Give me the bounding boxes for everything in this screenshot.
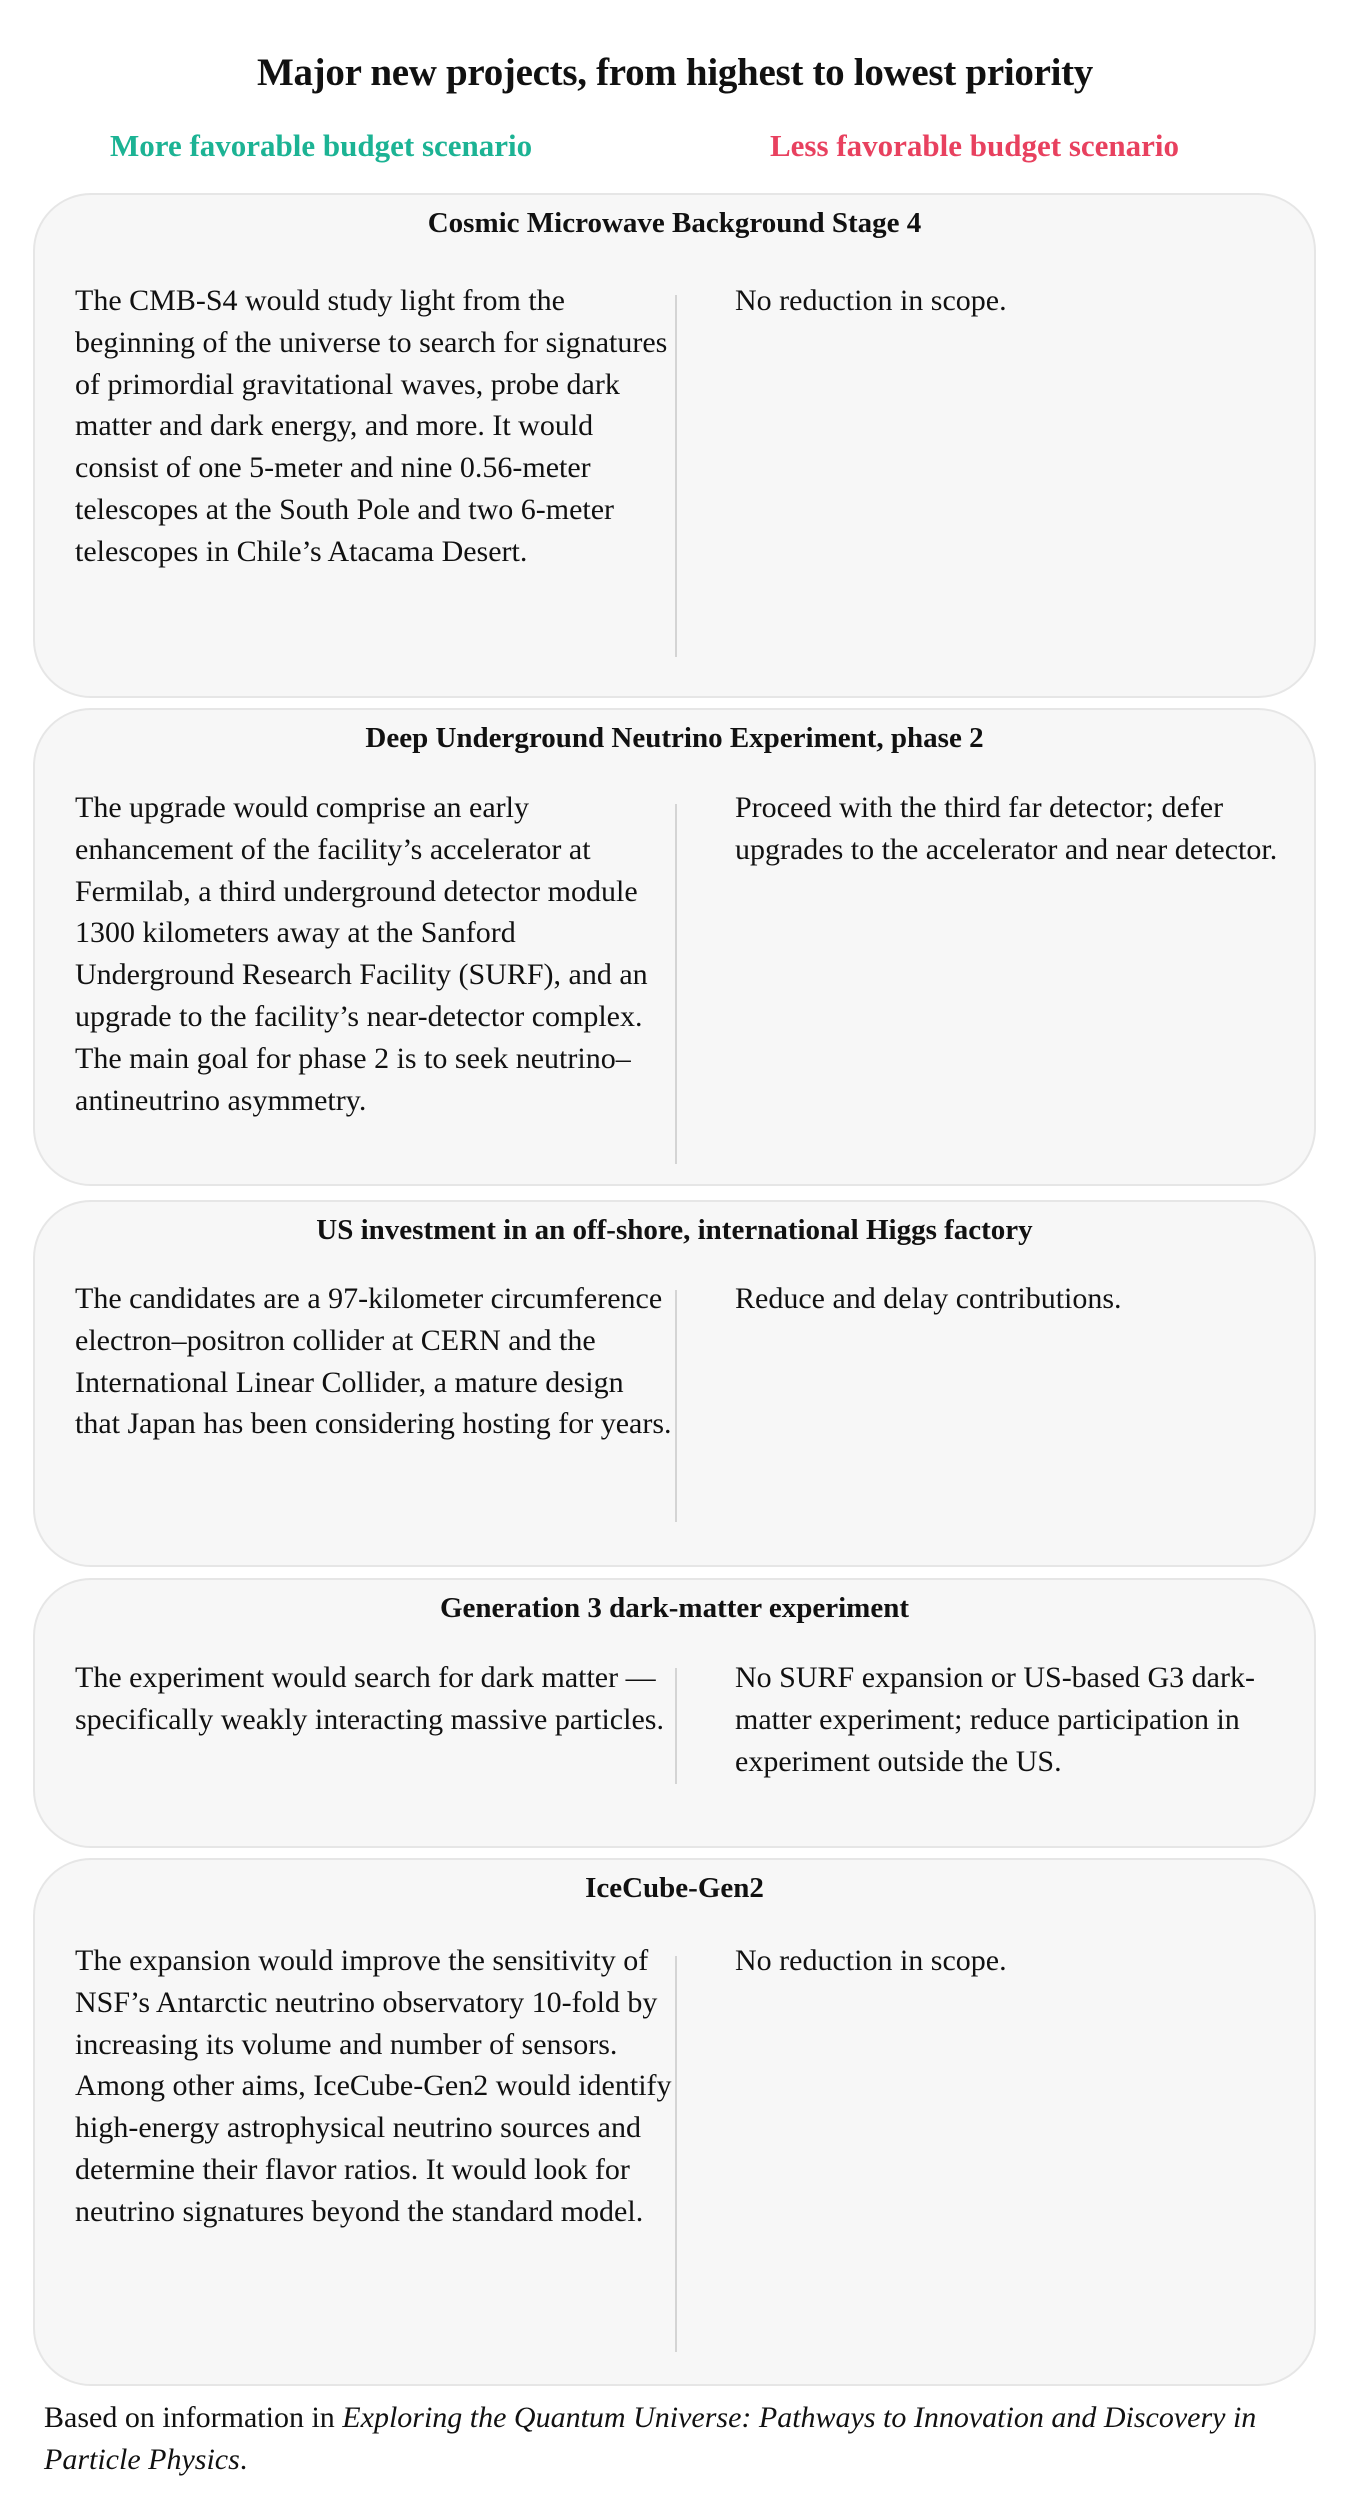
project-title: US investment in an off-shore, international Higgs factory: [316, 1214, 1033, 1246]
project-card-icecube-gen2: [33, 1858, 1316, 2386]
project-card-cmb-s4: [33, 193, 1316, 698]
project-title: IceCube-Gen2: [585, 1872, 764, 1904]
more-favorable-description: The experiment would search for dark matter — specifically weakly interacting massive particles.: [75, 1661, 664, 1736]
project-card-higgs-factory: [33, 1200, 1316, 1567]
less-favorable-column-header: Less favorable budget scenario: [770, 128, 1180, 163]
source-note-suffix: .: [239, 2442, 248, 2476]
column-divider: [675, 1956, 677, 2352]
less-favorable-description: Reduce and delay contributions.: [735, 1282, 1122, 1315]
project-title: Generation 3 dark-matter experiment: [440, 1592, 909, 1624]
column-divider: [675, 295, 677, 657]
source-title: Exploring the Quantum Universe: Pathways to Innovation and Discovery in Particle Physics: [44, 2401, 1257, 2476]
column-divider: [675, 1668, 677, 1784]
source-note-prefix: Based on information in: [44, 2401, 343, 2434]
source-note: [44, 2397, 1324, 2481]
project-card-dune-phase-2: [33, 708, 1316, 1186]
project-card-g3-dark-matter: [33, 1578, 1316, 1848]
more-favorable-description: The candidates are a 97-kilometer circumference electron–positron collider at CERN and the International Linear Collider, a mature design that Japan has been considering hosting for years.: [75, 1282, 672, 1441]
more-favorable-description: The CMB-S4 would study light from the beginning of the universe to search for signatures of primordial gravitational waves, probe dark matter and dark energy, and more. It would consist of one 5-meter and nine 0.56-meter telescopes at the South Pole and two 6-meter telescopes in Chile’s Atacama Desert.: [75, 284, 668, 568]
project-title: Cosmic Microwave Background Stage 4: [427, 207, 922, 239]
less-favorable-description: No reduction in scope.: [735, 1944, 1007, 1977]
more-favorable-description: The upgrade would comprise an early enhancement of the facility’s accelerator at Fermilab, a third underground detector module 1300 kilometers away at the Sanford Underground Research Facility (SURF), and an upgrade to the facility’s near-detector complex. The main goal for phase 2 is to seek neutrino–antineutrino asymmetry.: [75, 791, 648, 1117]
more-favorable-column-header: More favorable budget scenario: [110, 128, 533, 163]
page-title: Major new projects, from highest to lowest priority: [256, 51, 1094, 94]
column-divider: [675, 1290, 677, 1522]
more-favorable-description: The expansion would improve the sensitivity of NSF’s Antarctic neutrino observatory 10-fold by increasing its volume and number of sensors. Among other aims, IceCube-Gen2 would identify high-energy astrophysical neutrino sources and determine their flavor ratios. It would look for neutrino signatures beyond the standard model.: [75, 1944, 672, 2228]
less-favorable-description: No reduction in scope.: [735, 284, 1007, 317]
less-favorable-description: No SURF expansion or US-based G3 dark-matter experiment; reduce participation in experiment outside the US.: [735, 1661, 1255, 1778]
project-title: Deep Underground Neutrino Experiment, phase 2: [365, 722, 984, 754]
less-favorable-description: Proceed with the third far detector; defer upgrades to the accelerator and near detector.: [735, 791, 1278, 866]
column-divider: [675, 804, 677, 1164]
